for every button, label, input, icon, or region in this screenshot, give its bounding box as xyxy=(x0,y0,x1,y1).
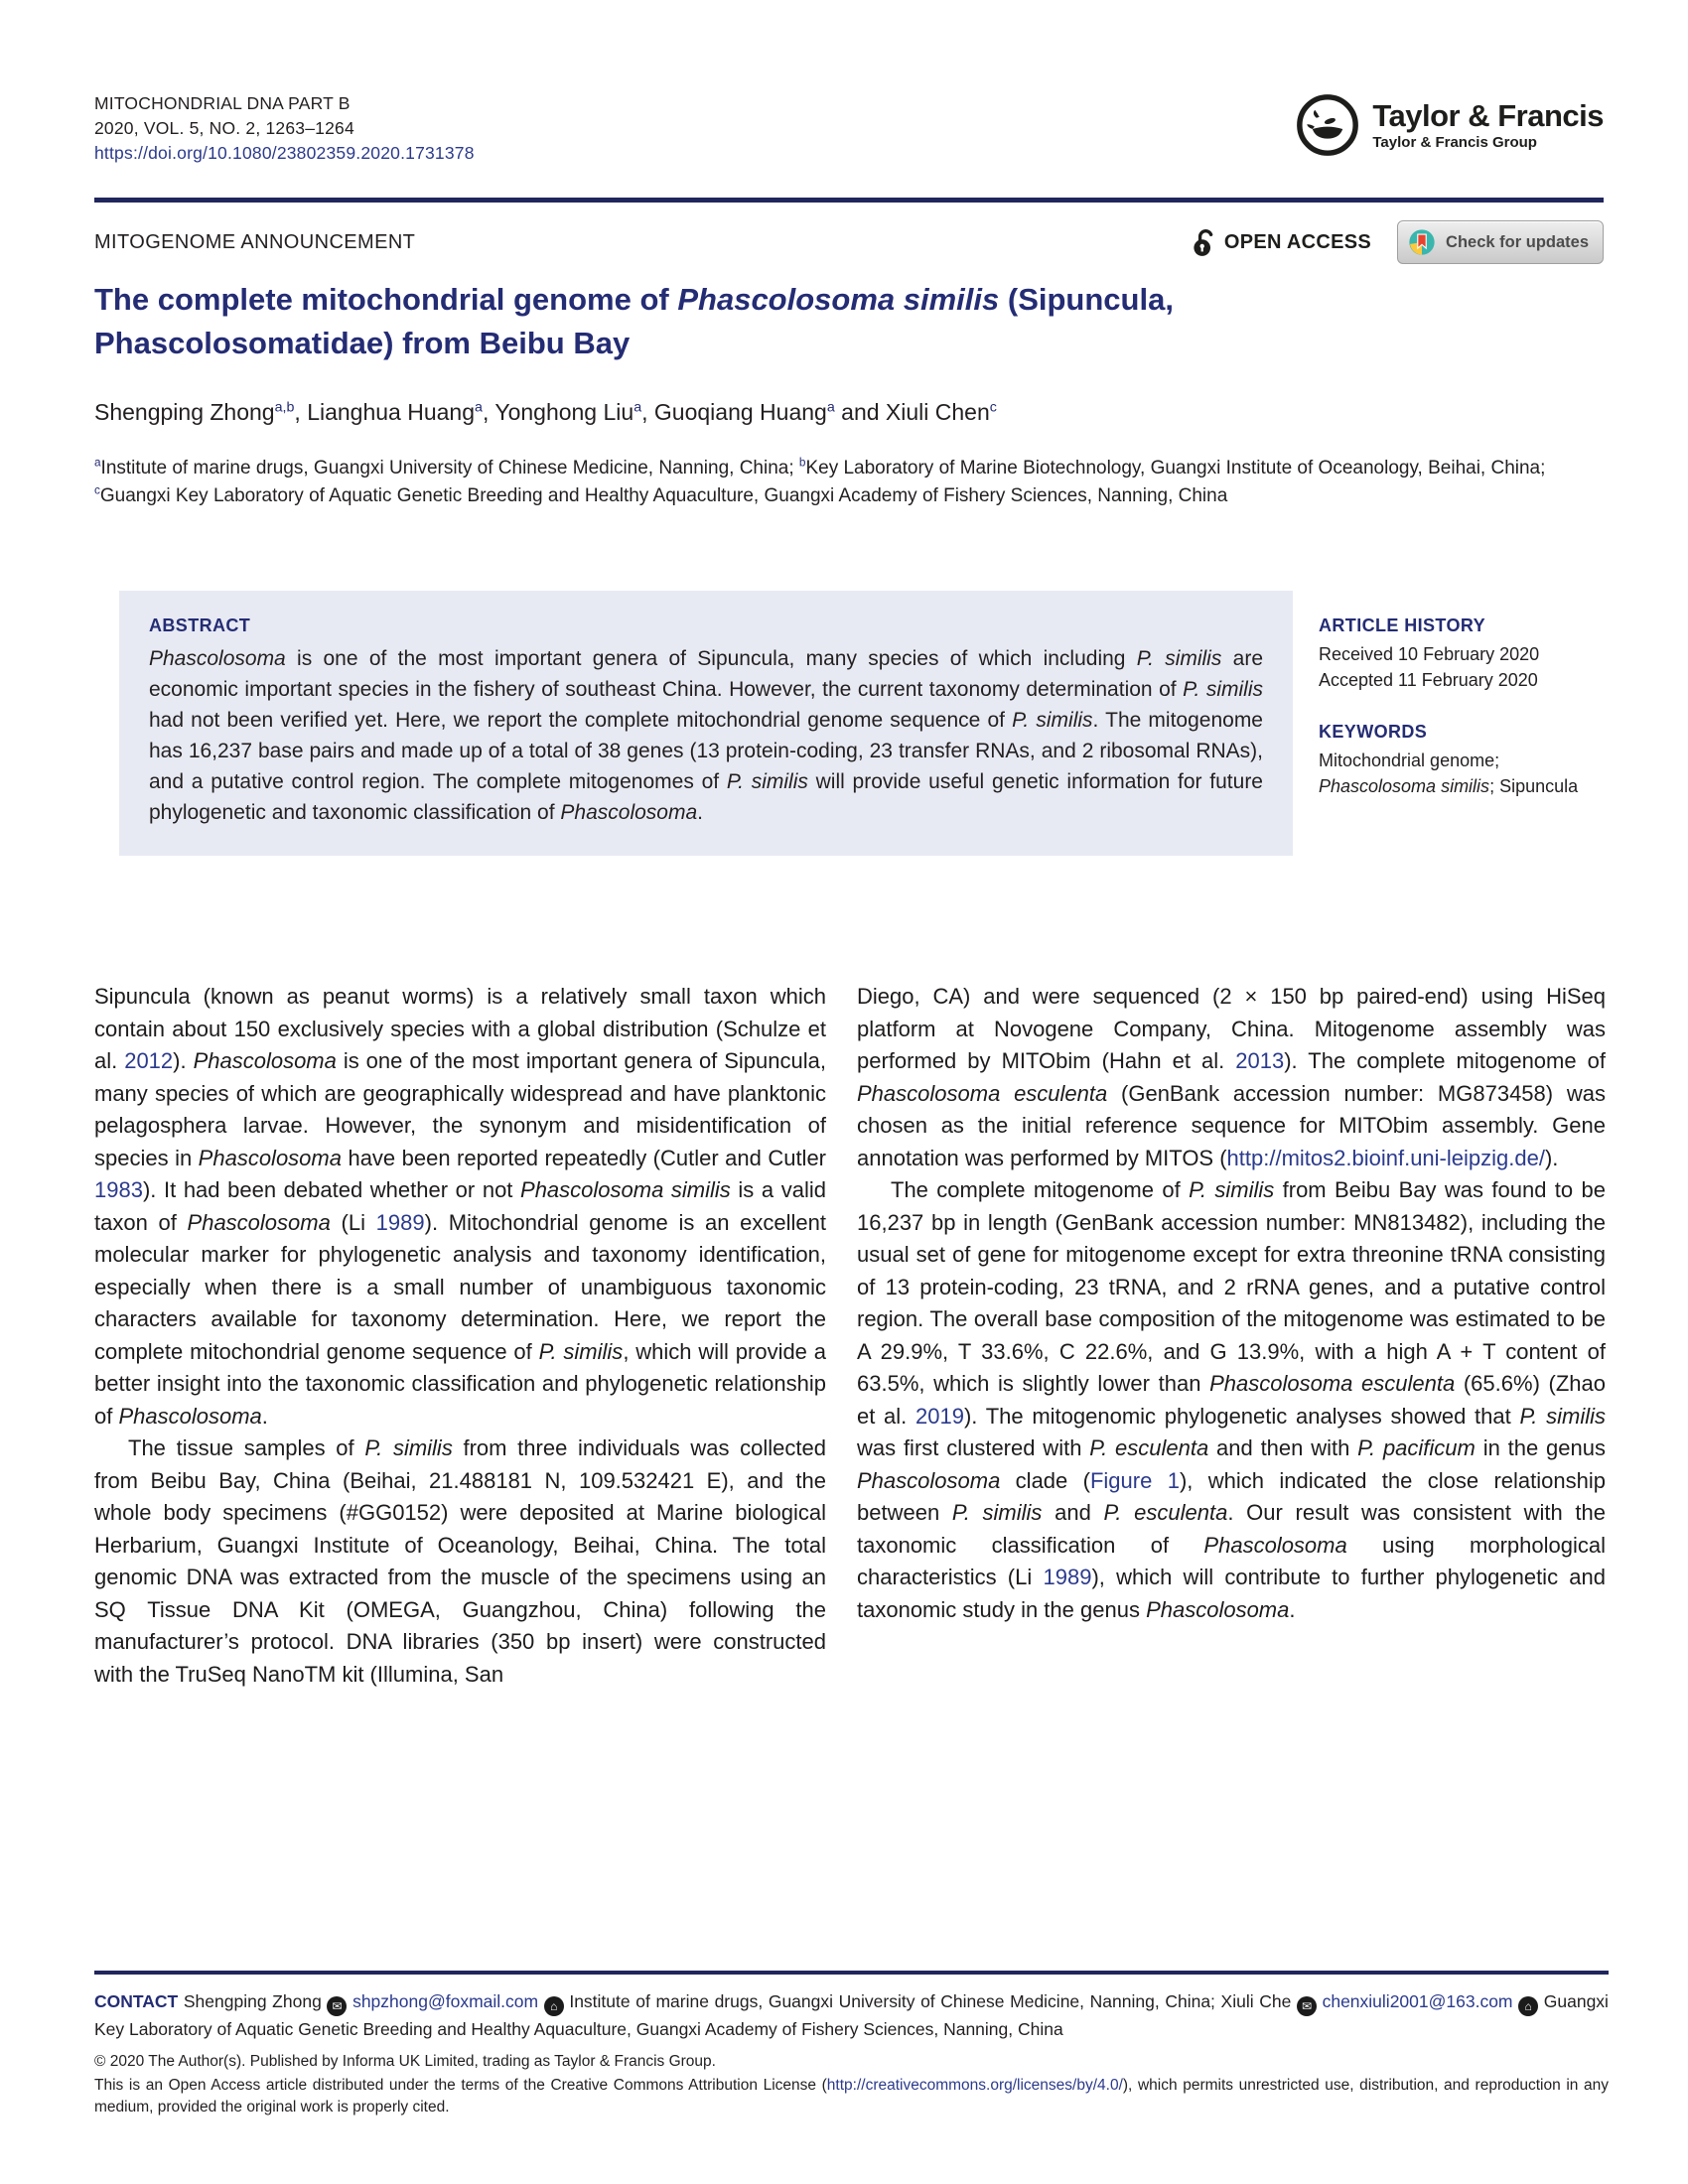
inline-link[interactable]: 1989 xyxy=(375,1209,425,1235)
inline-link[interactable]: Figure 1 xyxy=(1089,1467,1180,1493)
affiliations: $^a$Institute of marine drugs, Guangxi University of Chinese Medicine, Nanning, China; $^b$Key Laboratory of Marine Biotechnology, Guangxi Institute of Oceanology, Beihai, China; $^c$Guangxi Key Laboratory of Aquatic Genetic Breeding and Healthy Aquaculture, Guangxi Academy of Fishery Sciences, Nanning, China xyxy=(94,456,1546,506)
inline-link[interactable]: shpzhong@foxmail.com xyxy=(352,1991,539,2011)
right-column xyxy=(857,981,1606,1691)
received-date: Received 10 February 2020 xyxy=(1319,644,1540,664)
body-columns xyxy=(94,981,1606,1691)
taylor-francis-logo xyxy=(1296,93,1604,157)
envelope-icon: ✉ xyxy=(1297,1996,1317,2016)
authors-line: Shengping Zhong$^{a,b}$, Lianghua Huang$^a$, Yonghong Liu$^a$, Guoqiang Huang$^a$ and Xiuli Chen$^c$ xyxy=(94,399,997,425)
tf-lamp-logo-icon xyxy=(1296,93,1359,157)
inline-link[interactable]: 1989 xyxy=(1043,1565,1092,1589)
journal-meta xyxy=(94,91,475,166)
section-row xyxy=(94,220,1604,264)
journal-volume-info: 2020, VOL. 5, NO. 2, 1263–1264 xyxy=(94,118,354,138)
doi-link[interactable]: https://doi.org/10.1080/23802359.2020.1731378 xyxy=(94,143,475,163)
body-paragraph: Diego, CA) and were sequenced (2 × 150 bp paired-end) using HiSeq platform at Novogene Company, China. Mitogenome assembly was performed by MITObim (Hahn et al. 2013). The complete mitogenome of Phascolosoma esculenta (GenBank accession number: MG873458) was chosen as the initial reference sequence for MITObim assembly. Gene annotation was performed by MITOS (http://mitos2.bioinf.uni-leipzig.de/). xyxy=(857,984,1606,1170)
check-for-updates-label: Check for updates xyxy=(1446,232,1589,251)
accepted-date: Accepted 11 February 2020 xyxy=(1319,670,1538,690)
abstract-section xyxy=(119,591,1609,856)
copyright-line: © 2020 The Author(s). Published by Informa UK Limited, trading as Taylor & Francis Group. xyxy=(94,2053,716,2070)
building-icon: ⌂ xyxy=(544,1996,564,2016)
inline-link[interactable]: 1983 xyxy=(94,1177,143,1202)
body-paragraph: Sipuncula (known as peanut worms) is a relatively small taxon which contain about 150 exclusively species with a global distribution (Schulze et al. 2012). Phascolosoma is one of the most important genera of Sipuncula, many species of which are geographically widespread and have planktonic pelagosphera larvae. However, the synonym and misidentification of species in Phascolosoma have been reported repeatedly (Cutler and Cutler 1983). It had been debated whether or not Phascolosoma similis is a valid taxon of Phascolosoma (Li 1989). Mitochondrial genome is an excellent molecular marker for phylogenetic analysis and taxonomy identification, especially when there is a small number of unambiguous taxonomic characters available for taxonomy determination. Here, we report the complete mitochondrial genome sequence of P. similis, which will provide a better insight into the taxonomic classification and phylogenetic relationship of Phascolosoma. xyxy=(94,984,827,1429)
keywords-list: Mitochondrial genome; Phascolosoma similis; Sipuncula xyxy=(1319,751,1579,796)
footer-rule xyxy=(94,1971,1609,1975)
open-access-lock-icon xyxy=(1193,228,1216,257)
body-paragraph: The tissue samples of P. similis from three individuals was collected from Beibu Bay, China (Beihai, 21.488181 N, 109.532421 E), and the whole body specimens (#GG0152) were deposited at Marine biological Herbarium, Guangxi Institute of Oceanology, Beihai, China. The total genomic DNA was extracted from the muscle of the specimens using an SQ Tissue DNA Kit (OMEGA, Guangzhou, China) following the manufacturer’s protocol. DNA libraries (350 bp insert) were constructed with the TruSeq NanoTM kit (Illumina, San xyxy=(94,1435,826,1687)
body-paragraph: The complete mitogenome of P. similis from Beibu Bay was found to be 16,237 bp in length (GenBank accession number: MN813482), including the usual set of gene for mitogenome except for extra threonine tRNA consisting of 13 protein-coding, 23 tRNA, and 2 rRNA genes, and a putative control region. The overall base composition of the mitogenome was estimated to be A 29.9%, T 33.6%, C 22.6%, and G 13.9%, with a high A + T content of 63.5%, which is slightly lower than Phascolosoma esculenta (65.6%) (Zhao et al. 2019). The mitogenomic phylogenetic analyses showed that P. similis was first clustered with P. esculenta and then with P. pacificum in the genus Phascolosoma clade (Figure 1), which indicated the close relationship between P. similis and P. esculenta. Our result was consistent with the taxonomic classification of Phascolosoma using morphological characteristics (Li 1989), which will contribute to further phylogenetic and taxonomic study in the genus Phascolosoma. xyxy=(857,1177,1607,1622)
page-header xyxy=(94,91,1604,166)
contact-block: CONTACT Shengping Zhong ✉ shpzhong@foxmail.com ⌂ Institute of marine drugs, Guangxi University of Chinese Medicine, Nanning, China; Xiuli Che ✉ chenxiuli2001@163.com ⌂ Guangxi Key Laboratory of Aquatic Genetic Breeding and Healthy Aquaculture, Guangxi Academy of Fishery Sciences, Nanning, China xyxy=(94,1991,1609,2039)
check-for-updates-button[interactable] xyxy=(1397,220,1604,264)
journal-title: MITOCHONDRIAL DNA PART B xyxy=(94,93,351,113)
keywords-heading: KEYWORDS xyxy=(1319,722,1428,742)
crossmark-icon xyxy=(1407,227,1437,257)
tf-logo-name: Taylor & Francis xyxy=(1372,97,1604,133)
article-history-heading: ARTICLE HISTORY xyxy=(1319,615,1486,635)
open-access-label: OPEN ACCESS xyxy=(1223,230,1372,253)
tf-logo-group: Taylor & Francis Group xyxy=(1372,133,1537,151)
abstract-box xyxy=(119,591,1293,856)
inline-link[interactable]: http://mitos2.bioinf.uni-leipzig.de/ xyxy=(1226,1145,1545,1170)
inline-link[interactable]: 2012 xyxy=(124,1048,174,1073)
inline-link[interactable]: 2013 xyxy=(1235,1048,1285,1073)
article-info-sidebar xyxy=(1319,591,1609,799)
abstract-text: Phascolosoma is one of the most important genera of Sipuncula, many species of which including P. similis are economic important species in the fishery of southeast China. However, the current taxonomy determination of P. similis had not been verified yet. Here, we report the complete mitochondrial genome sequence of P. similis. The mitogenome has 16,237 base pairs and made up of a total of 38 genes (13 protein-coding, 23 transfer RNAs, and 2 ribosomal RNAs), and a putative control region. The complete mitogenomes of P. similis will provide useful genetic information for future phylogenetic and taxonomic classification of Phascolosoma. xyxy=(149,647,1264,824)
building-icon: ⌂ xyxy=(1518,1996,1538,2016)
left-column xyxy=(94,981,826,1691)
page-footer xyxy=(94,1971,1609,2118)
envelope-icon: ✉ xyxy=(327,1996,347,2016)
section-label: MITOGENOME ANNOUNCEMENT xyxy=(94,230,416,253)
inline-link[interactable]: chenxiuli2001@163.com xyxy=(1322,1991,1513,2011)
top-rule xyxy=(94,198,1604,203)
abstract-heading: ABSTRACT xyxy=(149,615,251,635)
license-text: This is an Open Access article distributed under the terms of the Creative Commons Attribution License (http://creativecommons.org/licenses/by/4.0/), which permits unrestricted use, distribution, and reproduction in any medium, provided the original work is properly cited. xyxy=(94,2077,1609,2116)
inline-link[interactable]: 2019 xyxy=(915,1403,964,1429)
article-title: The complete mitochondrial genome of Phascolosoma similis (Sipuncula, Phascolosomatidae) from Beibu Bay xyxy=(94,282,1174,360)
inline-link[interactable]: http://creativecommons.org/licenses/by/4.0/ xyxy=(826,2077,1123,2094)
open-access-badge xyxy=(1193,228,1371,257)
